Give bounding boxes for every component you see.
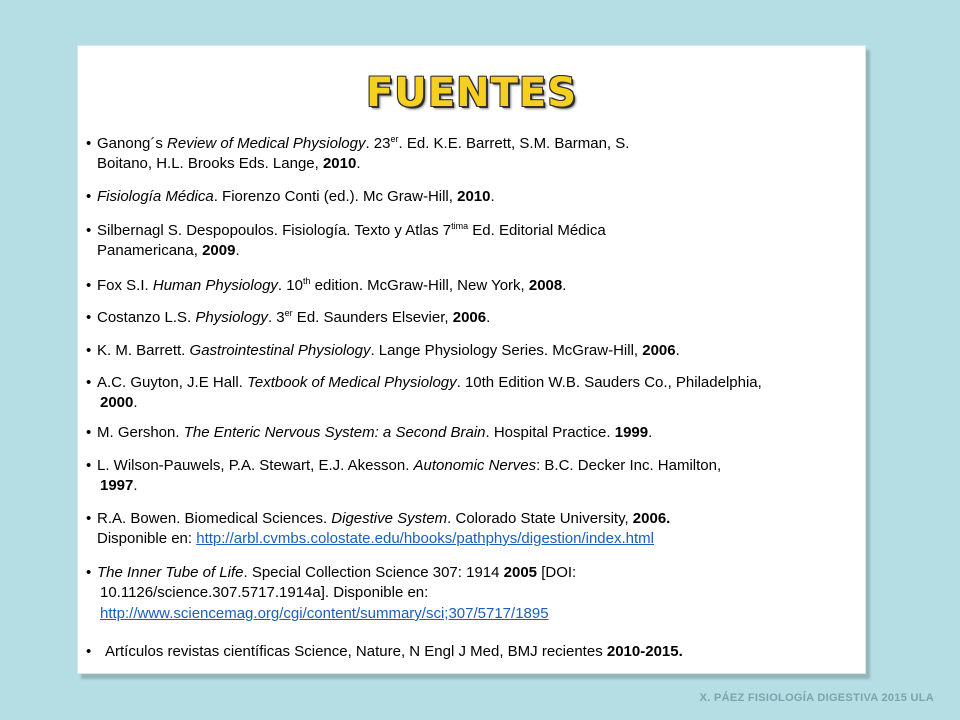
bullet-icon: •: [86, 510, 92, 527]
reference-item: • Costanzo L.S. Physiology. 3er Ed. Saunders Elsevier, 2006.: [86, 308, 491, 326]
reference-item: • Silbernagl S. Despopoulos. Fisiología. Texto y Atlas $7^{tima}$ Ed. Editorial Médica Panamericana, 2009.: [86, 221, 606, 259]
reference-item: • Fisiología Médica. Fiorenzo Conti (ed.). Mc Graw-Hill, 2010.: [86, 188, 495, 205]
bullet-icon: •: [86, 309, 92, 326]
reference-item: • L. Wilson-Pauwels, P.A. Stewart, E.J. Akesson. Autonomic Nerves: B.C. Decker Inc. Hamilton, 1997.: [86, 457, 722, 494]
reference-item: • K. M. Barrett. Gastrointestinal Physiology. Lange Physiology Series. McGraw-Hill, 2006.: [86, 342, 680, 359]
reference-item: • M. Gershon. The Enteric Nervous System: a Second Brain. Hospital Practice. 1999.: [86, 424, 653, 441]
reference-item: • Fox S.I. Human Physiology. 10th edition. McGraw-Hill, New York, 2008.: [86, 276, 567, 294]
bullet-icon: •: [86, 342, 92, 359]
bullet-icon: •: [86, 188, 92, 205]
reference-item: • The Inner Tube of Life. Special Collection Science 307: 1914 2005 [DOI: 10.1126/science.307.5717.1914a]. Disponible en: http://www.sciencemag.org/cgi/content/summary/sci;307/5717/1895: [86, 564, 577, 622]
reference-item: • Artículos revistas científicas Science, Nature, N Engl J Med, BMJ recientes 2010-2015.: [86, 643, 683, 660]
bullet-icon: •: [86, 135, 92, 152]
bullet-icon: •: [86, 643, 92, 660]
bullet-icon: •: [86, 374, 92, 391]
bullet-icon: •: [86, 457, 92, 474]
bullet-icon: •: [86, 564, 92, 581]
bullet-icon: •: [86, 424, 92, 441]
sciencemag-link[interactable]: http://www.sciencemag.org/cgi/content/summary/sci;307/5717/1895: [100, 605, 549, 622]
bullet-icon: •: [86, 277, 92, 294]
slide-footer: X. PÁEZ FISIOLOGÍA DIGESTIVA 2015 ULA: [699, 692, 934, 704]
reference-item: • Ganong´s Review of Medical Physiology. 23er. Ed. K.E. Barrett, S.M. Barman, S. Boitano, H.L. Brooks Eds. Lange, 2010.: [86, 134, 630, 172]
bowen-source-link[interactable]: http://arbl.cvmbs.colostate.edu/hbooks/pathphys/digestion/index.html: [196, 530, 654, 547]
bullet-icon: •: [86, 222, 92, 239]
slide-title: FUENTES: [365, 70, 578, 116]
reference-item: • A.C. Guyton, J.E Hall. Textbook of Medical Physiology. 10th Edition W.B. Sauders Co., Philadelphia, 2000.: [86, 374, 762, 411]
reference-item: • R.A. Bowen. Biomedical Sciences. Digestive System. Colorado State University, 2006. Disponible en: http://arbl.cvmbs.colostate.edu/hbooks/pathphys/digestion/index.html: [86, 510, 671, 547]
slide-content: [77, 45, 866, 674]
